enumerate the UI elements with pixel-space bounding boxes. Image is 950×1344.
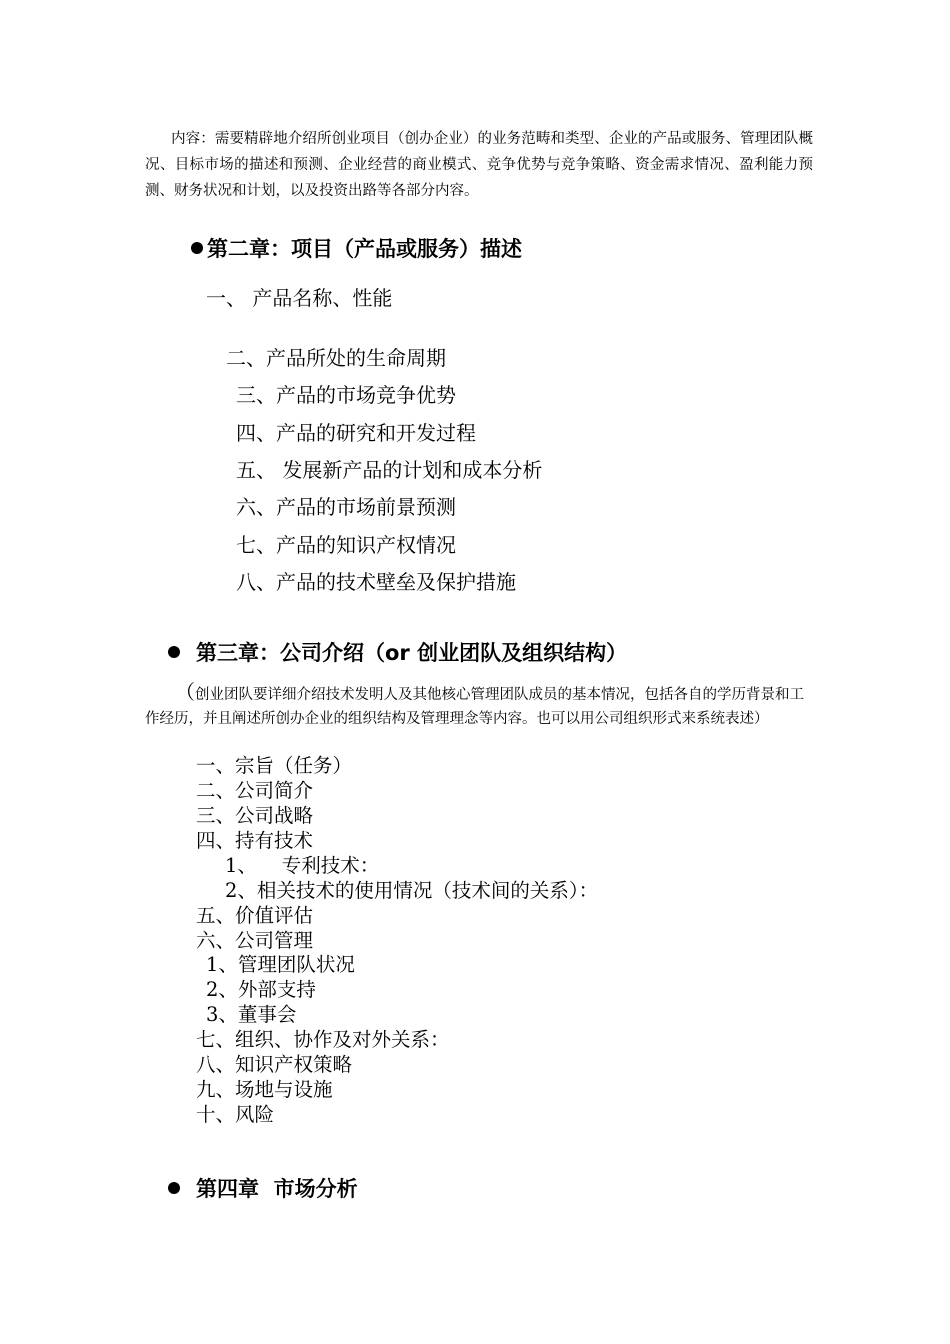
chapter2-title: 第二章：项目（产品或服务）描述 — [207, 237, 522, 261]
chapter2-item: 八、产品的技术壁垒及保护措施 — [236, 570, 516, 594]
chapter3-note-text: 创业团队要详细介绍技术发明人及其他核心管理团队成员的基本情况，包括各自的学历背景和工作经历，并且阐述所创办企业的组织结构及管理理念等内容。也可以用公司组织形式来系统表述） — [145, 687, 804, 727]
chapter2-item: 五、 发展新产品的计划和成本分析 — [236, 458, 543, 482]
chapter3-subitem: 2、外部支持 — [206, 978, 316, 1001]
chapter3-subitem: 1、 专利技术： — [225, 854, 380, 877]
chapter3-heading — [168, 637, 627, 667]
chapter3-item: 一、宗旨（任务） — [196, 754, 353, 777]
chapter4-title: 第四章 市场分析 — [196, 1177, 358, 1201]
chapter3-subitem: 1、管理团队状况 — [206, 953, 355, 976]
chapter2-item: 六、产品的市场前景预测 — [236, 495, 456, 519]
open-paren: （ — [175, 680, 195, 704]
chapter3-title: 第三章：公司介绍（or 创业团队及组织结构） — [196, 641, 628, 665]
chapter2-item: 三、产品的市场竞争优势 — [236, 383, 456, 407]
chapter2-heading — [191, 233, 522, 263]
bullet-icon — [168, 646, 180, 658]
intro-text: 内容：需要精辟地介绍所创业项目（创办企业）的业务范畴和类型、企业的产品或服务、管理团队概况、目标市场的描述和预测、企业经营的商业模式、竞争优势与竞争策略、资金需求情况、盈利能力预测、财务状况和计划，以及投资出路等各部分内容。 — [145, 131, 813, 199]
intro-paragraph — [145, 126, 813, 204]
chapter3-item: 二、公司简介 — [196, 779, 314, 802]
chapter3-item: 四、持有技术 — [196, 829, 314, 852]
chapter3-item: 六、公司管理 — [196, 929, 314, 952]
chapter2-item: 四、产品的研究和开发过程 — [236, 421, 476, 445]
chapter3-item: 九、场地与设施 — [196, 1078, 333, 1101]
chapter3-note — [145, 680, 813, 731]
chapter3-item: 八、知识产权策略 — [196, 1053, 353, 1076]
bullet-icon — [168, 1182, 180, 1194]
chapter3-item: 七、组织、协作及对外关系： — [196, 1028, 450, 1051]
chapter2-item: 二、产品所处的生命周期 — [226, 346, 446, 370]
chapter3-subitem: 2、相关技术的使用情况（技术间的关系）： — [225, 879, 599, 902]
bullet-icon — [191, 242, 203, 254]
chapter3-item: 五、价值评估 — [196, 904, 314, 927]
chapter3-item: 十、风险 — [196, 1103, 275, 1126]
chapter2-item: 一、 产品名称、性能 — [206, 286, 393, 310]
chapter3-subitem: 3、董事会 — [206, 1003, 297, 1026]
chapter2-item: 七、产品的知识产权情况 — [236, 533, 456, 557]
chapter3-item: 三、公司战略 — [196, 804, 314, 827]
chapter4-heading — [168, 1173, 358, 1203]
